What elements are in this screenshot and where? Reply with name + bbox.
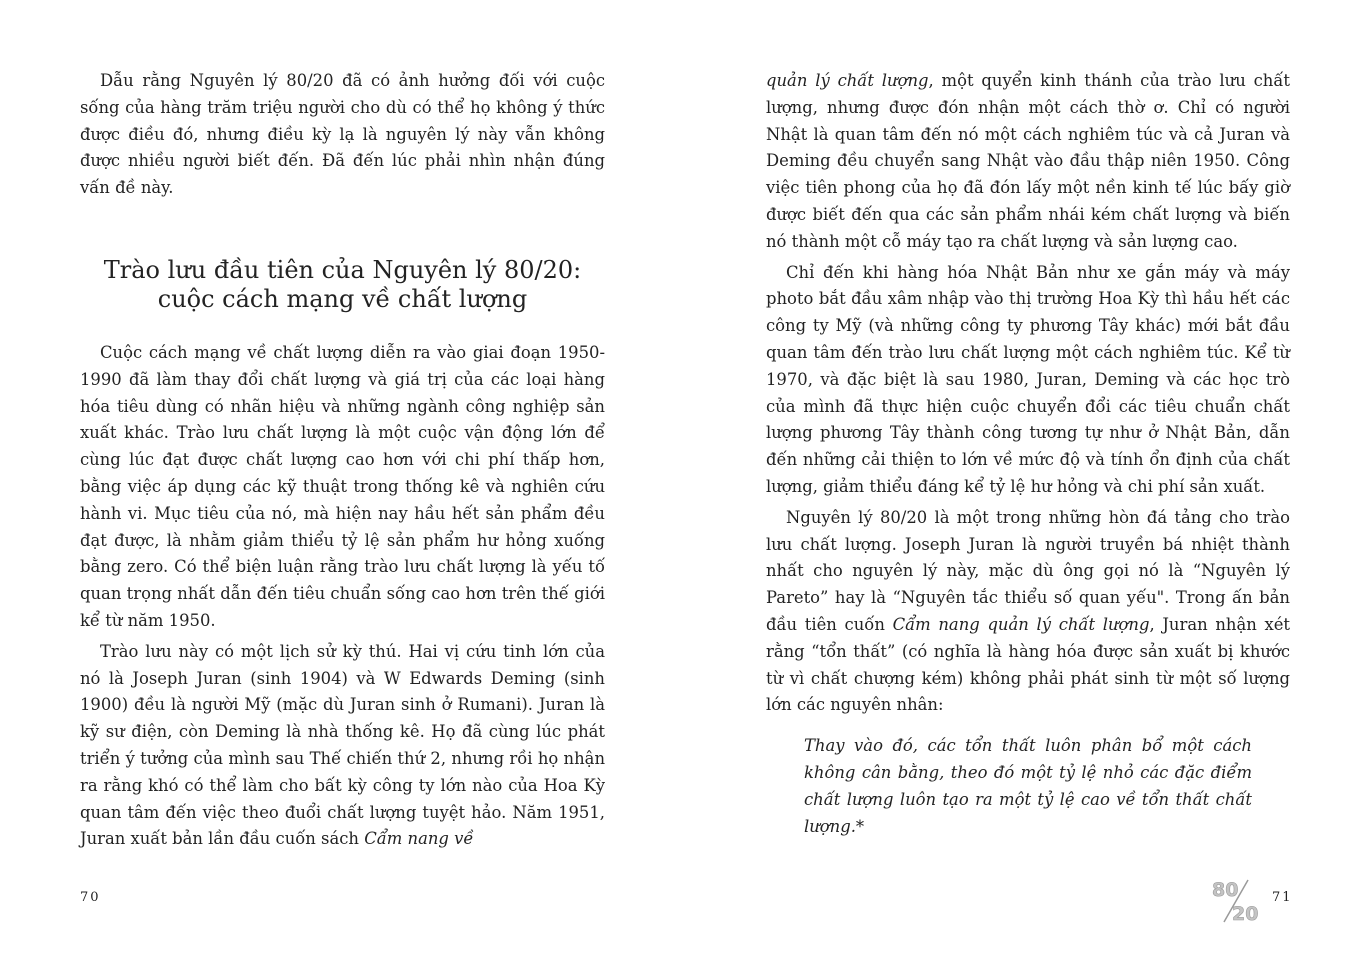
paragraph-text: , một quyển kinh thánh của trào lưu chất lượng, nhưng được đón nhận một cách thờ ơ. Chỉ có người Nhật là quan tâm đến nó một cách nghiêm túc và cả Juran và Deming đều chuyển sang Nhật vào đầu thập niên 1950. Công việc tiên phong của họ đã đón lấy một nền kinh tế lúc bấy giờ được biết đến qua các sản phẩm nhái kém chất lượng và biến nó thành một cỗ máy tạo ra chất lượng và sản lượng cao.	[766, 71, 1290, 251]
book-title: Cẩm nang quản lý chất lượng	[892, 614, 1150, 634]
logo-twenty: 20	[1232, 903, 1259, 925]
intro-paragraph: Dẫu rằng Nguyên lý 80/20 đã có ảnh hưởng đối với cuộc sống của hàng trăm triệu người cho dù có thể họ không ý thức được điều đó, nhưng điều kỳ lạ là nguyên lý này vẫn không được nhiều người biết đến. Đã đến lúc phải nhìn nhận đúng vấn đề này.	[80, 71, 605, 198]
body-paragraph: Cuộc cách mạng về chất lượng diễn ra vào giai đoạn 1950-1990 đã làm thay đổi chất lượng và giá trị của các loại hàng hóa tiêu dùng có nhãn hiệu và những ngành công nghiệp sản xuất khác. Trào lưu chất lượng là một cuộc vận động lớn để cùng lúc đạt được chất lượng cao hơn với chi phí thấp hơn, bằng việc áp dụng các kỹ thuật trong thống kê và nghiên cứu hành vi. Mục tiêu của nó, mà hiện nay hầu hết sản phẩm đều đạt được, là nhằm giảm thiểu tỷ lệ sản phẩm hư hỏng xuống bằng zero. Có thể biện luận rằng trào lưu chất lượng là yếu tố quan trọng nhất dẫn đến tiêu chuẩn sống cao hơn trên thế giới kể từ năm 1950.	[80, 342, 605, 630]
block-quote: Thay vào đó, các tổn thất luôn phân bổ một cách không cân bằng, theo đó một tỷ lệ nhỏ các đặc điểm chất lượng luôn tạo ra một tỷ lệ cao về tổn thất chất lượng.*	[804, 736, 1252, 836]
section-heading-line1: Trào lưu đầu tiên của Nguyên lý 80/20:	[103, 255, 582, 284]
body-paragraph	[80, 639, 605, 853]
body-paragraph: Chỉ đến khi hàng hóa Nhật Bản như xe gắn máy và máy photo bắt đầu xâm nhập vào thị trường Hoa Kỳ thì hầu hết các công ty Mỹ (và những công ty phương Tây khác) mới bắt đầu quan tâm đến trào lưu chất lượng một cách nghiêm túc. Kể từ 1970, và đặc biệt là sau 1980, Juran, Deming và các học trò của mình đã thực hiện cuộc chuyển đổi các tiêu chuẩn chất lượng phương Tây thành công tương tự như ở Nhật Bản, dẫn đến những cải thiện to lớn về mức độ và tính ổn định của chất lượng, giảm thiểu đáng kể tỷ lệ hư hỏng và chi phí sản xuất.	[766, 262, 1290, 496]
page-number-right: 71	[1272, 890, 1293, 905]
body-paragraph	[766, 505, 1290, 719]
paragraph-text: Trào lưu này có một lịch sử kỳ thú. Hai vị cứu tinh lớn của nó là Joseph Juran (sinh 1904) và W Edwards Deming (sinh 1900) đều là người Mỹ (mặc dù Juran sinh ở Rumani). Juran là kỹ sư điện, còn Deming là nhà thống kê. Họ đã cùng lúc phát triển ý tưởng của mình sau Thế chiến thứ 2, nhưng rồi họ nhận ra rằng khó có thể làm cho bất kỳ công ty lớn nào của Hoa Kỳ quan tâm đến việc theo đuổi chất lượng tuyệt hảo. Năm 1951, Juran xuất bản lần đầu cuốn sách	[80, 641, 605, 849]
eighty-twenty-logo	[1208, 876, 1264, 926]
section-heading	[80, 256, 605, 314]
section-heading-line2: cuộc cách mạng về chất lượng	[157, 284, 528, 313]
paragraph-text: Nguyên lý 80/20 là một trong những hòn đá tảng cho trào lưu chất lượng. Joseph Juran là người truyền bá nhiệt thành nhất cho nguyên lý này, mặc dù ông gọi nó là “Nguyên lý Pareto” hay là “Nguyên tắc thiểu số quan yếu". Trong ấn bản đầu tiên cuốn	[766, 507, 1290, 634]
right-page	[766, 68, 1290, 840]
left-page	[80, 68, 605, 853]
logo-eighty: 80	[1212, 879, 1239, 901]
paragraph-text: , Juran nhận xét rằng “tổn thất” (có nghĩa là hàng hóa được sản xuất bị khước từ vì chất chượng kém) không phải phát sinh từ một số lượng lớn các nguyên nhân:	[766, 614, 1290, 715]
book-title: Cẩm nang về	[364, 829, 474, 849]
page-number-left: 70	[80, 890, 101, 905]
continued-paragraph	[766, 68, 1290, 256]
book-title: quản lý chất lượng	[766, 71, 929, 90]
